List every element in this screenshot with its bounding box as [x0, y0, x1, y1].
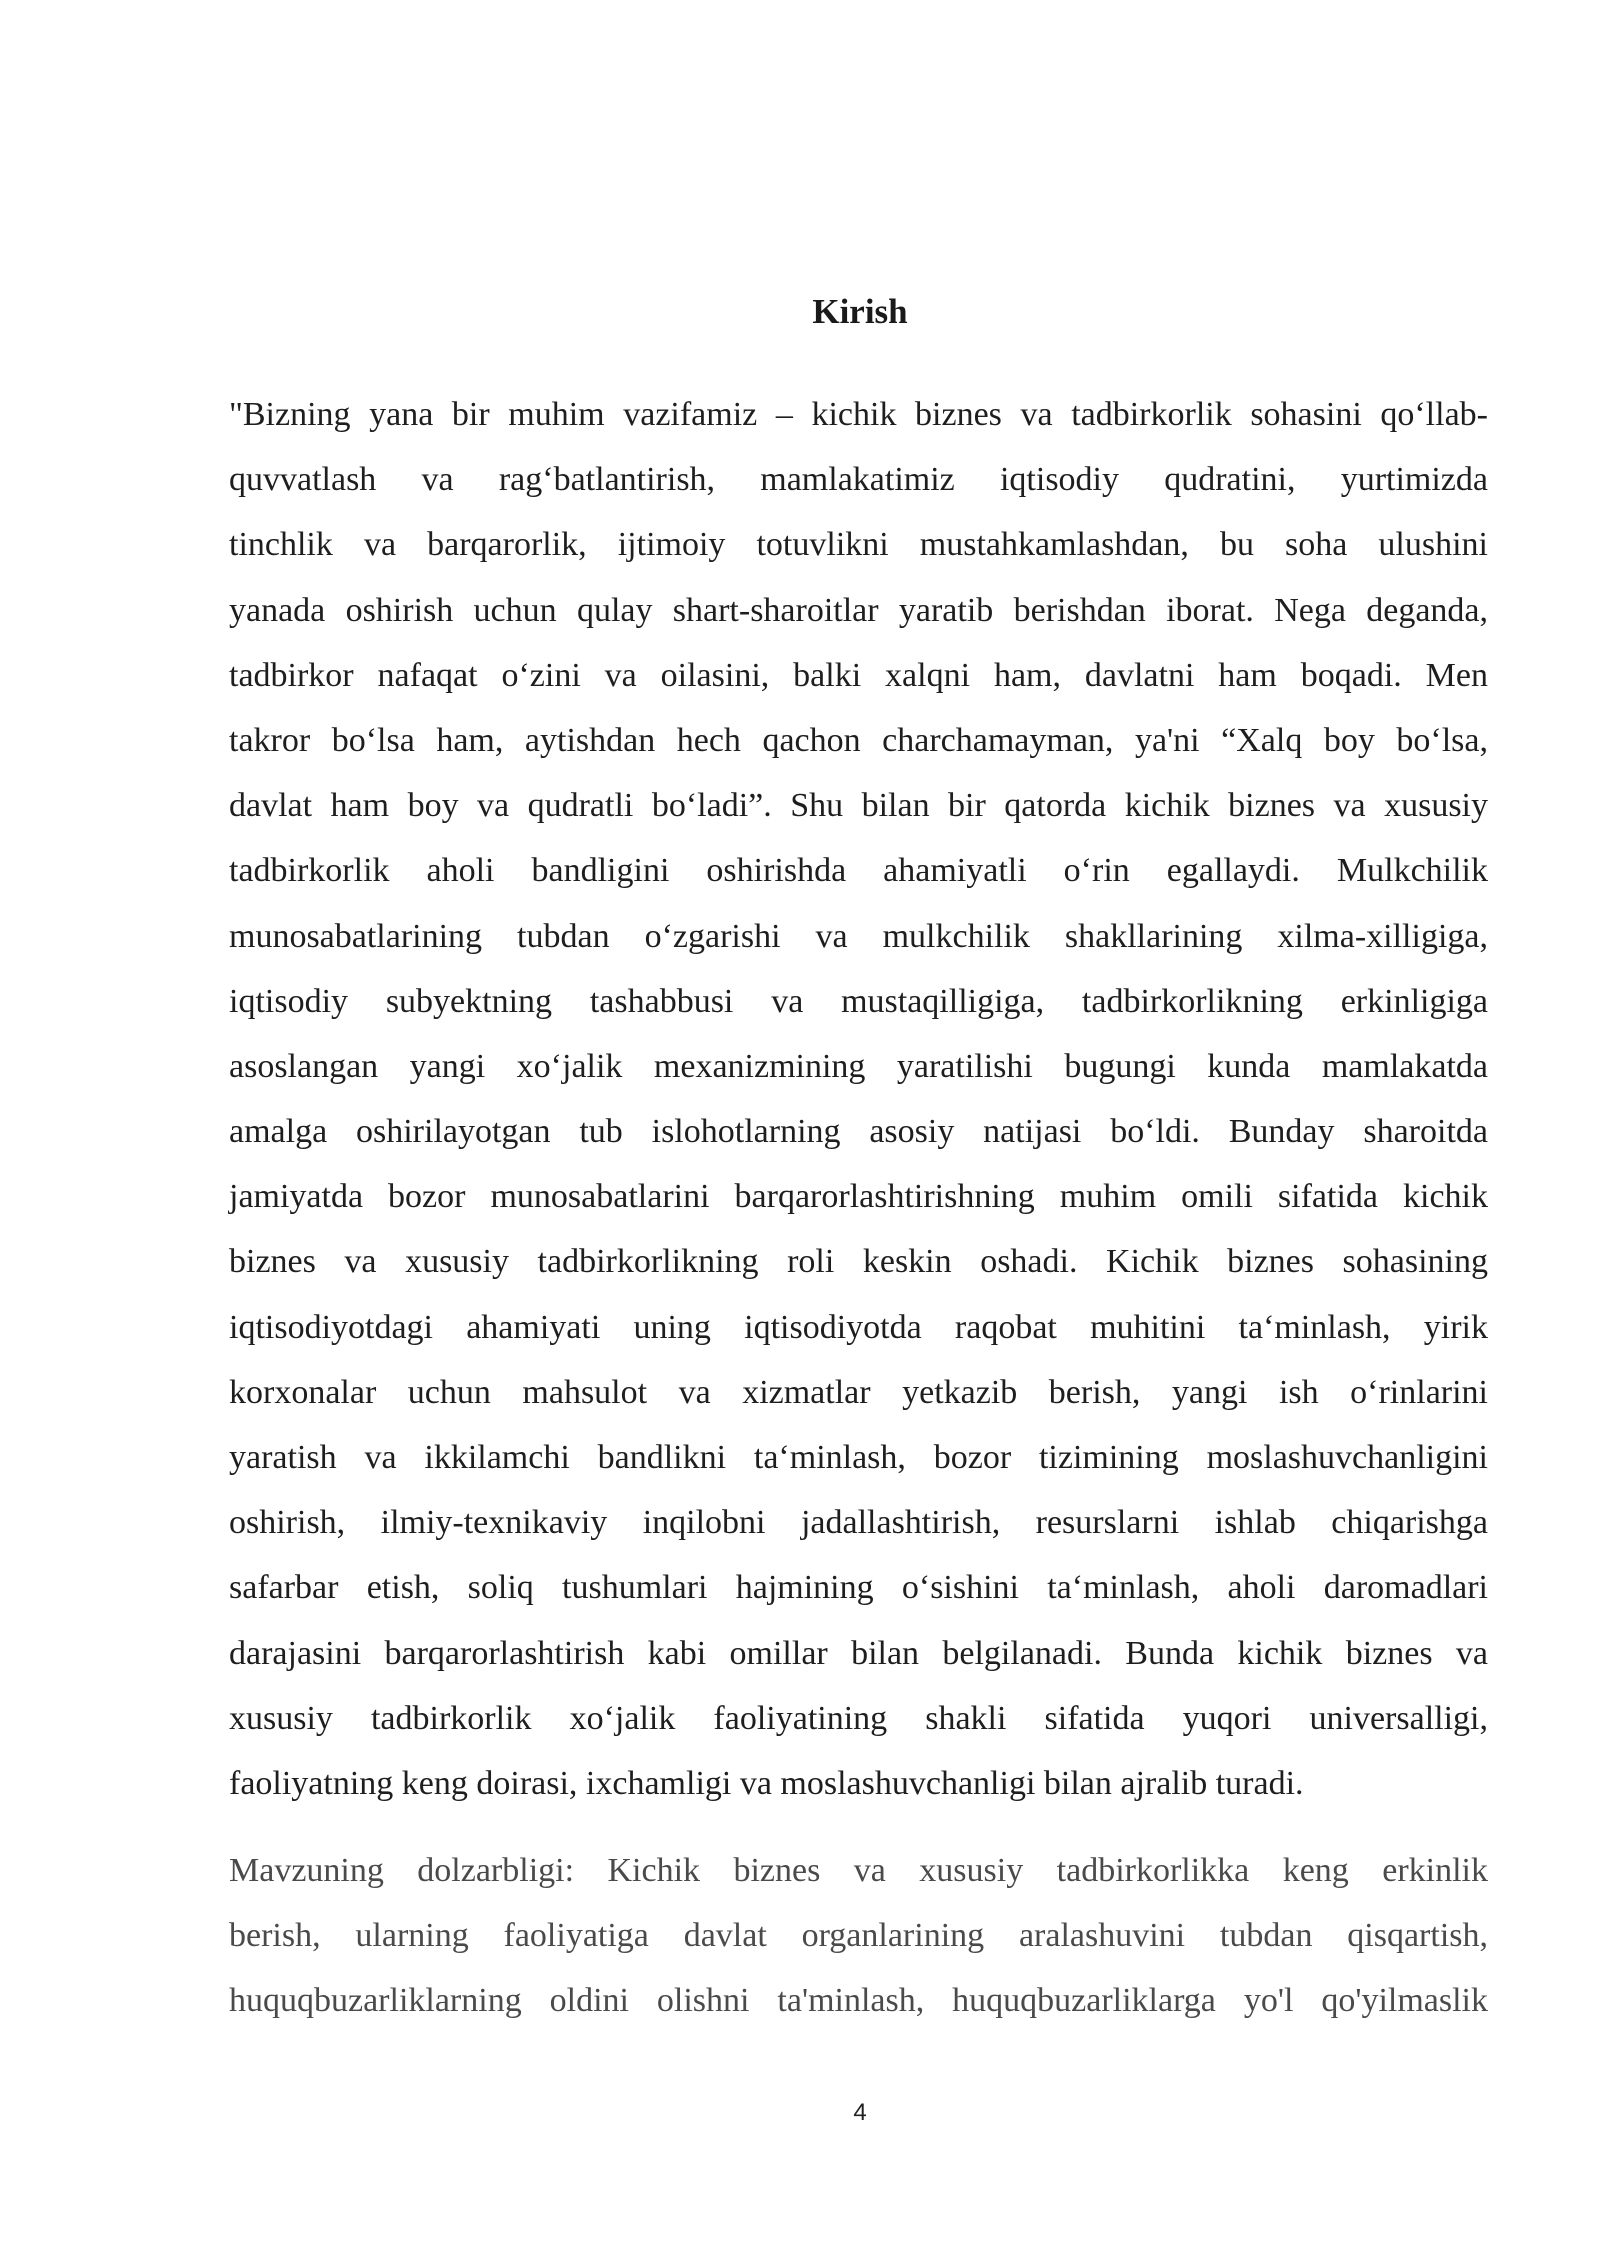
paragraph-line: tadbirkorlik aholi bandligini oshirishda ahamiyatli o‘rin egallaydi. Mulkchilik	[229, 852, 1488, 890]
paragraph-line: safarbar etish, soliq tushumlari hajmining o‘sishini ta‘minlash, aholi daromadlari	[229, 1569, 1488, 1607]
paragraph-line: huquqbuzarliklarning oldini olishni ta'minlash, huquqbuzarliklarga yo'l qo'yilmaslik	[229, 1982, 1488, 2020]
paragraph-line: xususiy tadbirkorlik xo‘jalik faoliyatining shakli sifatida yuqori universalligi,	[229, 1699, 1488, 1737]
paragraph-line: darajasini barqarorlashtirish kabi omillar bilan belgilanadi. Bunda kichik biznes va	[229, 1634, 1488, 1672]
paragraph-line: amalga oshirilayotgan tub islohotlarning asosiy natijasi bo‘ldi. Bunday sharoitda	[229, 1113, 1488, 1151]
paragraph-line: yanada oshirish uchun qulay shart-sharoitlar yaratib berishdan iborat. Nega deganda,	[229, 591, 1488, 629]
section-heading: Kirish	[812, 292, 908, 331]
paragraph-line: tadbirkor nafaqat o‘zini va oilasini, balki xalqni ham, davlatni ham boqadi. Men	[229, 656, 1488, 694]
paragraph-line: quvvatlash va rag‘batlantirish, mamlakatimiz iqtisodiy qudratini, yurtimizda	[229, 461, 1488, 499]
paragraph-line: korxonalar uchun mahsulot va xizmatlar yetkazib berish, yangi ish o‘rinlarini	[229, 1373, 1488, 1411]
paragraph-line: Mavzuning dolzarbligi: Kichik biznes va xususiy tadbirkorlikka keng erkinlik	[229, 1852, 1488, 1889]
page-number: 4	[853, 2099, 867, 2126]
paragraph-line: berish, ularning faoliyatiga davlat organlarining aralashuvini tubdan qisqartish,	[229, 1917, 1488, 1955]
paragraph-line: asoslangan yangi xo‘jalik mexanizmining yaratilishi bugungi kunda mamlakatda	[229, 1047, 1488, 1085]
paragraph-line: jamiyatda bozor munosabatlarini barqarorlashtirishning muhim omili sifatida kichik	[229, 1178, 1488, 1216]
relevance-paragraph	[229, 1838, 1488, 2034]
paragraph-line: davlat ham boy va qudratli bo‘ladi”. Shu bilan bir qatorda kichik biznes va xususiy	[229, 787, 1488, 825]
paragraph-line: oshirish, ilmiy-texnikaviy inqilobni jadallashtirish, resurslarni ishlab chiqarishga	[229, 1504, 1488, 1542]
paragraph-line: takror bo‘lsa ham, aytishdan hech qachon charchamayman, ya'ni “Xalq boy bo‘lsa,	[229, 721, 1488, 759]
paragraph-line: iqtisodiyotdagi ahamiyati uning iqtisodiyotda raqobat muhitini ta‘minlash, yirik	[229, 1308, 1488, 1346]
paragraph-line: iqtisodiy subyektning tashabbusi va mustaqilligiga, tadbirkorlikning erkinligiga	[229, 982, 1488, 1020]
paragraph-line: tinchlik va barqarorlik, ijtimoiy totuvlikni mustahkamlashdan, bu soha ulushini	[229, 526, 1488, 564]
paragraph-line: faoliyatning keng doirasi, ixchamligi va moslashuvchanligi bilan ajralib turadi.	[229, 1764, 1304, 1802]
paragraph-line: yaratish va ikkilamchi bandlikni ta‘minlash, bozor tizimining moslashuvchanligini	[229, 1439, 1488, 1476]
paragraph-line: biznes va xususiy tadbirkorlikning roli keskin oshadi. Kichik biznes sohasining	[229, 1243, 1488, 1281]
paragraph-line: "Bizning yana bir muhim vazifamiz – kichik biznes va tadbirkorlik sohasini qo‘llab-	[229, 396, 1488, 433]
paragraph-line: munosabatlarining tubdan o‘zgarishi va mulkchilik shakllarining xilma-xilligiga,	[229, 917, 1488, 955]
intro-paragraph	[229, 382, 1488, 1816]
